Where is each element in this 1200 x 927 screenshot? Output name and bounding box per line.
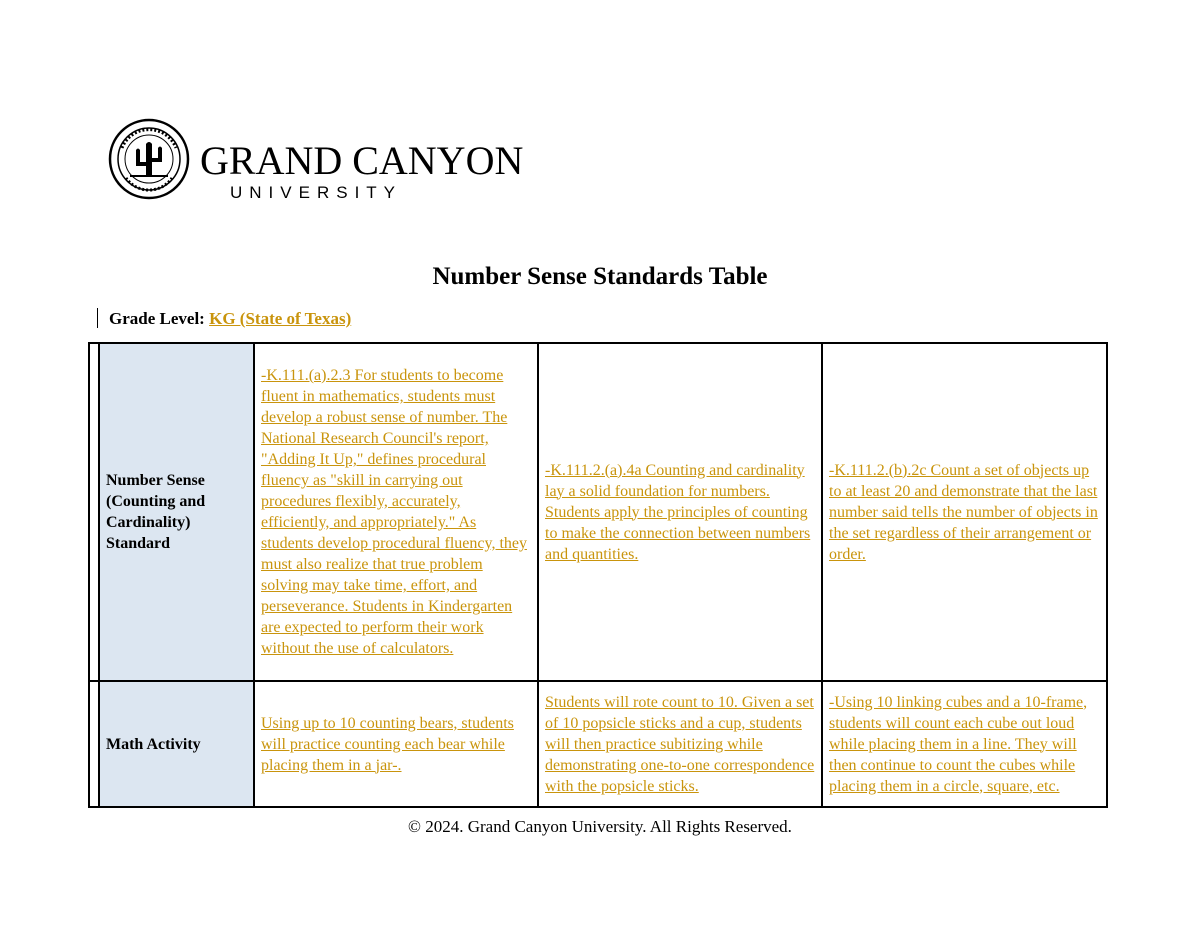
table-cell: [538, 343, 822, 681]
cell-link-text[interactable]: Using up to 10 counting bears, students will practice counting each bear while placing them in a jar-.: [261, 714, 514, 774]
page-title: Number Sense Standards Table: [432, 263, 768, 290]
table-cell: [254, 343, 538, 681]
table-row: [89, 343, 1107, 681]
table-cell: [822, 343, 1107, 681]
row-label: Number Sense (Counting and Cardinality) Standard: [99, 343, 254, 681]
row-gutter: [89, 681, 99, 807]
grade-level-label: Grade Level:: [109, 309, 205, 328]
cell-link-text[interactable]: -K.111.2.(b).2c Count a set of objects up to at least 20 and demonstrate that the last number said tells the number of objects in the set regardless of their arrangement or order.: [829, 461, 1098, 563]
table-cell: [822, 681, 1107, 807]
logo-name-line2: UNIVERSITY: [230, 183, 403, 202]
standards-table: [88, 342, 1108, 808]
university-seal-icon: [110, 120, 188, 198]
grade-level-line: [97, 308, 351, 328]
table-cell: [538, 681, 822, 807]
row-label: Math Activity: [99, 681, 254, 807]
table-row: [89, 681, 1107, 807]
grade-level-value[interactable]: KG (State of Texas): [209, 309, 352, 328]
gcu-logo: [108, 118, 524, 202]
table-cell: [254, 681, 538, 807]
cell-link-text[interactable]: Students will rote count to 10. Given a set of 10 popsicle sticks and a cup, students will then practice subitizing while demonstrating one-to-one correspondence with the popsicle sticks.: [545, 693, 815, 795]
cell-link-text[interactable]: -Using 10 linking cubes and a 10-frame, students will count each cube out loud while placing them in a line. They will then continue to count the cubes while placing them in a circle, square, etc.: [829, 693, 1088, 795]
row-gutter: [89, 343, 99, 681]
copyright-footer: © 2024. Grand Canyon University. All Rights Reserved.: [408, 817, 792, 836]
logo-name-line1: GRAND CANYON: [200, 138, 524, 183]
cell-link-text[interactable]: -K.111.2.(a).4a Counting and cardinality lay a solid foundation for numbers. Students apply the principles of counting to make the connection between numbers and quantities.: [545, 461, 811, 563]
cell-link-text[interactable]: -K.111.(a).2.3 For students to become fluent in mathematics, students must develop a robust sense of number. The National Research Council's report, "Adding It Up," defines procedural fluency as "skill in carrying out procedures flexibly, accurately, efficiently, and appropriately." As students develop procedural fluency, they must also realize that true problem solving may take time, effort, and perseverance. Students in Kindergarten are expected to perform their work without the use of calculators.: [261, 367, 527, 657]
